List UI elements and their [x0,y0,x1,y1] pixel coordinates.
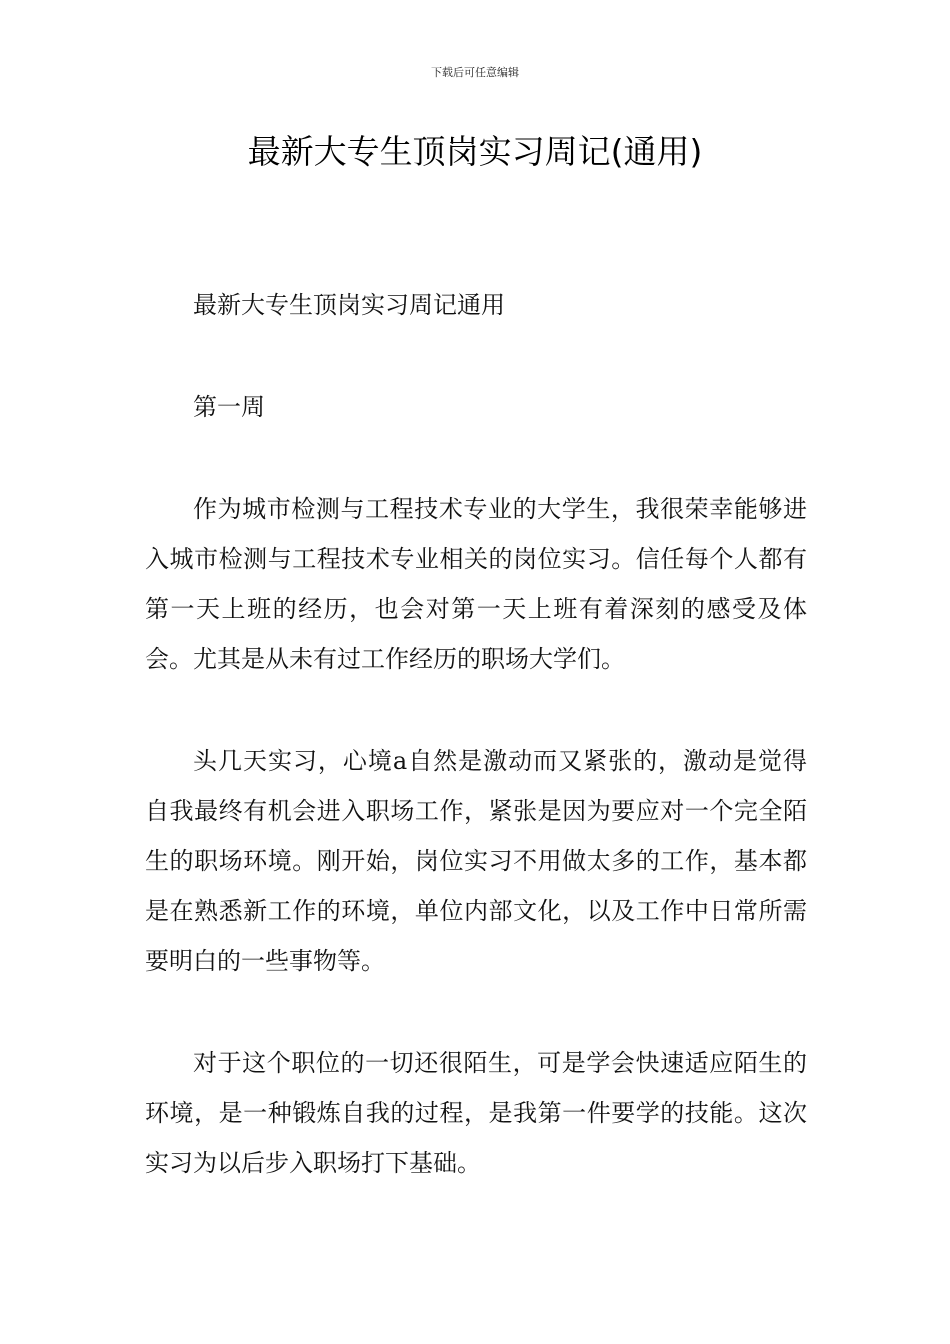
body-paragraph: 头几天实习，心境a自然是激动而又紧张的，激动是觉得自我最终有机会进入职场工作，紧张是因为要应对一个完全陌生的职场环境。刚开始，岗位实习不用做太多的工作，基本都是在熟悉新工作的环境，单位内部文化，以及工作中日常所需要明白的一些事物等。 [145,747,807,975]
body-paragraph: 对于这个职位的一切还很陌生，可是学会快速适应陌生的环境，是一种锻炼自我的过程，是我第一件要学的技能。这次实习为以后步入职场打下基础。 [145,1049,807,1177]
document-subtitle: 最新大专生顶岗实习周记通用 [193,291,505,319]
body-paragraph: 作为城市检测与工程技术专业的大学生，我很荣幸能够进入城市检测与工程技术专业相关的岗位实习。信任每个人都有第一天上班的经历，也会对第一天上班有着深刻的感受及体会。尤其是从未有过工作经历的职场大学们。 [145,495,807,673]
document-title: 最新大专生顶岗实习周记(通用) [247,132,703,171]
week-heading: 第一周 [193,393,265,421]
header-note: 下载后可任意编辑 [431,66,519,79]
document-body [145,280,807,1240]
